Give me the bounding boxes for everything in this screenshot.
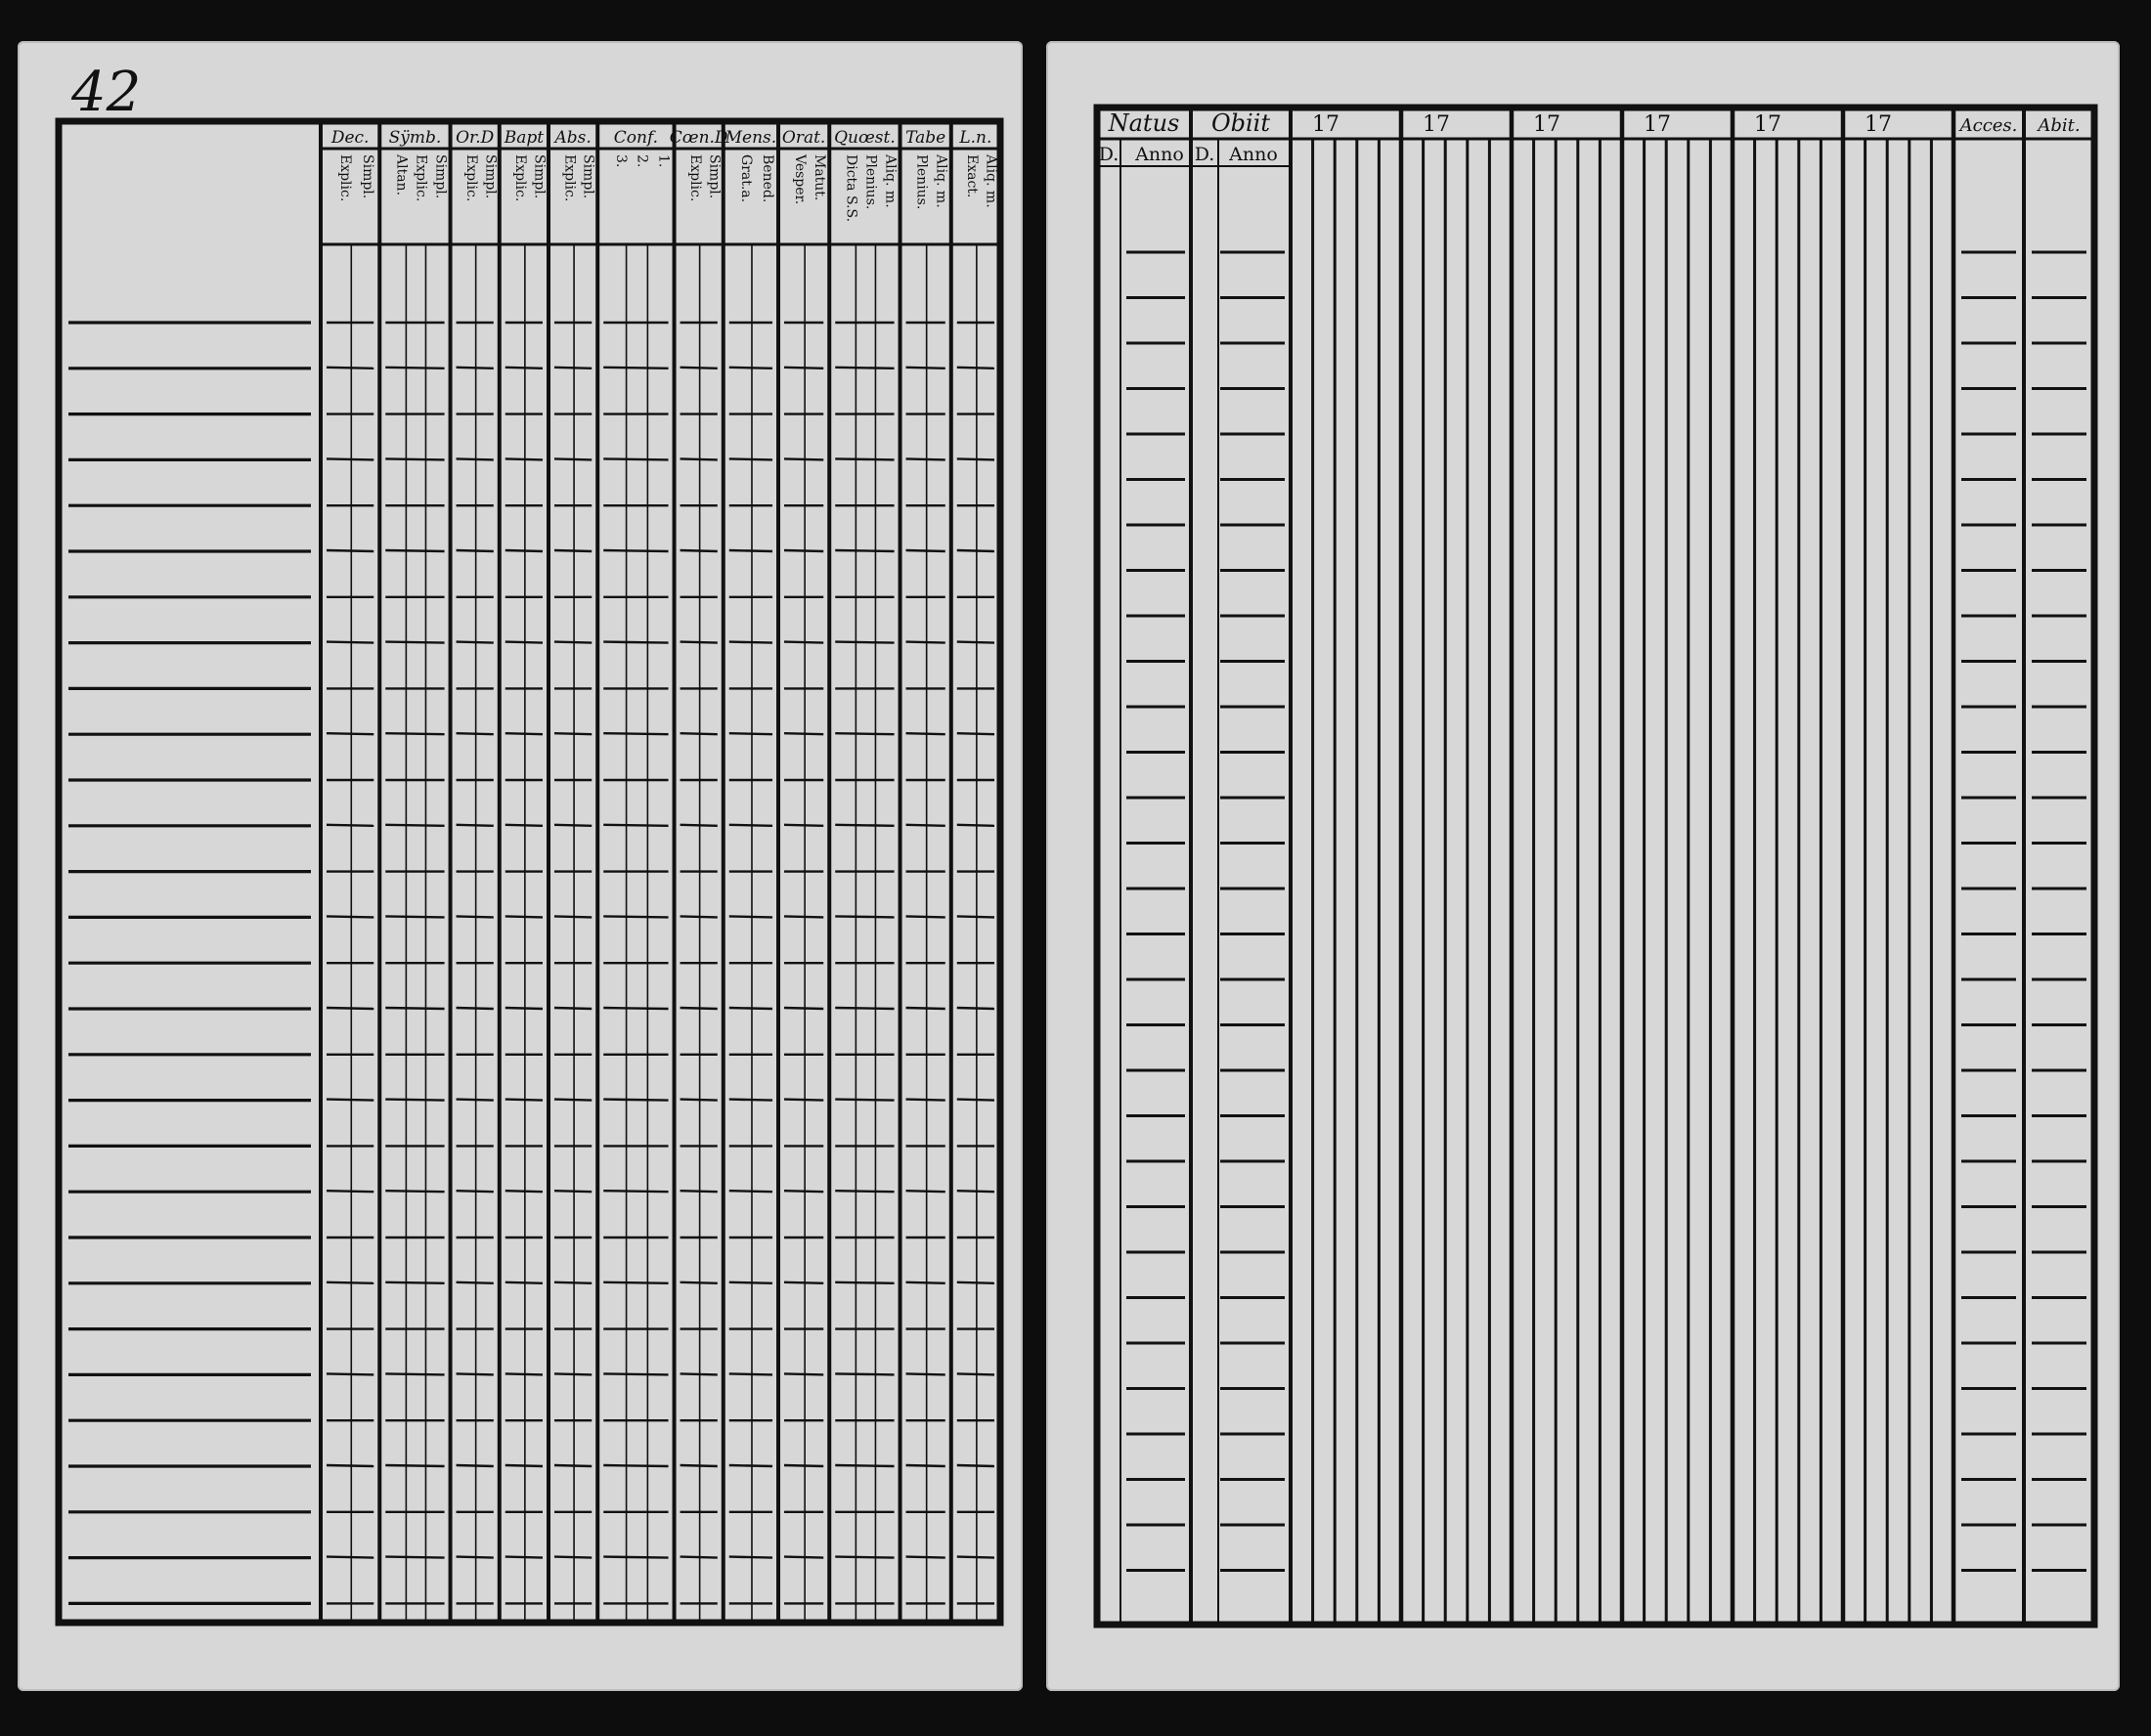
row-rule [385,368,444,369]
row-rule [505,368,543,369]
row-rule [680,1100,718,1101]
row-rule [603,825,668,826]
column-subheader: Plenius. [913,154,930,210]
year-header: 17 [1644,112,1671,137]
row-rule [457,458,494,459]
column-header: Cœn.D [669,128,728,148]
row-rule [327,1100,373,1101]
row-rule [784,1191,823,1192]
row-rule [327,825,373,826]
column-subheader: Explic. [462,154,479,202]
right-table-border [1097,108,2094,1625]
row-rule [327,916,373,917]
obiit-day: D. [1194,144,1215,165]
column-subheader: Explic. [561,154,578,202]
row-rule [457,368,494,369]
row-rule [603,368,668,369]
row-rule [554,458,592,459]
row-rule [327,642,373,643]
row-rule [327,1282,373,1283]
row-rule [385,1557,444,1558]
row-rule [603,1191,668,1192]
row-rule [554,1557,592,1558]
row-rule [680,458,718,459]
column-header: Bapt [504,128,545,148]
column-subheader: Simpl. [706,154,723,199]
row-rule [957,1373,994,1374]
row-rule [385,458,444,459]
row-rule [457,825,494,826]
row-rule [784,1100,823,1101]
row-rule [505,642,543,643]
column-subheader: Simpl. [360,154,376,199]
row-rule [505,733,543,734]
row-rule [457,1557,494,1558]
row-rule [385,916,444,917]
obiit-header: Obiit [1210,109,1271,137]
row-rule [906,1557,945,1558]
row-rule [729,1282,772,1283]
row-rule [554,733,592,734]
row-rule [835,1465,894,1466]
row-rule [784,733,823,734]
column-subheader: Explic. [413,154,429,202]
row-rule [729,550,772,551]
column-subheader: Aliq. m. [983,154,999,208]
row-rule [385,1100,444,1101]
row-rule [957,1282,994,1283]
column-header: L.n. [959,128,992,148]
row-rule [784,1557,823,1558]
row-rule [385,1008,444,1009]
row-rule [906,1465,945,1466]
row-rule [957,1100,994,1101]
row-rule [505,1282,543,1283]
row-rule [729,1008,772,1009]
row-rule [603,1373,668,1374]
row-rule [327,1191,373,1192]
row-rule [327,1557,373,1558]
row-rule [505,1373,543,1374]
column-subheader: Aliq. m. [933,154,949,208]
row-rule [957,733,994,734]
row-rule [385,1465,444,1466]
row-rule [327,733,373,734]
row-rule [729,916,772,917]
row-rule [835,825,894,826]
row-rule [505,458,543,459]
row-rule [957,916,994,917]
year-header: 17 [1312,112,1339,137]
row-rule [680,642,718,643]
row-rule [457,733,494,734]
row-rule [505,1557,543,1558]
row-rule [680,1557,718,1558]
column-subheader: Dicta S.S. [843,154,859,223]
row-rule [505,916,543,917]
row-rule [457,1373,494,1374]
row-rule [835,368,894,369]
row-rule [603,1282,668,1283]
row-rule [906,1100,945,1101]
column-subheader: 2. [634,154,650,168]
row-rule [957,1557,994,1558]
row-rule [729,1557,772,1558]
row-rule [505,550,543,551]
row-rule [680,368,718,369]
row-rule [327,1465,373,1466]
row-rule [906,1282,945,1283]
row-rule [906,550,945,551]
row-rule [554,1465,592,1466]
row-rule [680,550,718,551]
right-page [1046,41,2120,1691]
row-rule [554,550,592,551]
column-header: Conf. [613,128,659,148]
column-subheader: Altan. [393,154,410,196]
row-rule [784,1373,823,1374]
row-rule [835,1191,894,1192]
column-header: Dec. [330,128,370,148]
row-rule [327,1373,373,1374]
row-rule [680,1465,718,1466]
row-rule [784,825,823,826]
row-rule [505,1100,543,1101]
row-rule [554,1373,592,1374]
row-rule [457,550,494,551]
obiit-year: Anno [1229,144,1278,165]
year-header: 17 [1754,112,1781,137]
row-rule [906,458,945,459]
column-subheader: Vesper. [792,154,809,205]
column-header: Tabe [905,128,946,148]
column-subheader: Plenius. [862,154,879,210]
natus-header: Natus [1108,109,1180,137]
column-subheader: Simpl. [580,154,596,199]
row-rule [784,642,823,643]
acces-header: Acces. [1959,115,2018,136]
column-subheader: Explic. [336,154,353,202]
row-rule [680,916,718,917]
row-rule [835,550,894,551]
row-rule [906,916,945,917]
row-rule [385,1282,444,1283]
column-subheader: Explic. [686,154,703,202]
row-rule [784,550,823,551]
row-rule [957,1191,994,1192]
row-rule [906,825,945,826]
left-register-table [18,41,1023,1691]
row-rule [784,1282,823,1283]
row-rule [603,642,668,643]
row-rule [457,1008,494,1009]
column-subheader: Bened. [759,154,775,203]
row-rule [906,642,945,643]
row-rule [784,1465,823,1466]
row-rule [385,1191,444,1192]
column-subheader: Simpl. [482,154,499,199]
row-rule [603,733,668,734]
column-header: Abs. [554,128,592,148]
row-rule [906,1191,945,1192]
row-rule [554,368,592,369]
row-rule [554,642,592,643]
row-rule [457,916,494,917]
row-rule [957,550,994,551]
row-rule [680,733,718,734]
row-rule [385,825,444,826]
row-rule [835,916,894,917]
row-rule [554,1100,592,1101]
column-header: Sÿmb. [388,128,442,148]
row-rule [729,825,772,826]
column-subheader: Simpl. [432,154,449,199]
right-register-table [1046,41,2120,1691]
row-rule [957,368,994,369]
row-rule [603,550,668,551]
row-rule [835,642,894,643]
row-rule [784,1008,823,1009]
row-rule [729,733,772,734]
column-subheader: Matut. [812,154,828,201]
column-header: Orat. [781,128,826,148]
row-rule [554,1191,592,1192]
row-rule [729,458,772,459]
row-rule [385,642,444,643]
row-rule [729,1100,772,1101]
row-rule [554,916,592,917]
row-rule [505,825,543,826]
row-rule [327,458,373,459]
row-rule [603,458,668,459]
row-rule [957,458,994,459]
column-header: Mens. [724,128,777,148]
row-rule [835,1373,894,1374]
row-rule [835,1100,894,1101]
row-rule [835,733,894,734]
row-rule [457,1282,494,1283]
column-subheader: Simpl. [531,154,548,199]
row-rule [957,825,994,826]
row-rule [906,1008,945,1009]
row-rule [784,916,823,917]
row-rule [554,1282,592,1283]
column-subheader: Grat.a. [738,154,755,203]
row-rule [385,733,444,734]
row-rule [680,1373,718,1374]
abit-header: Abit. [2038,115,2081,136]
row-rule [327,550,373,551]
row-rule [505,1008,543,1009]
column-header: Quœst. [834,128,896,148]
row-rule [906,733,945,734]
row-rule [603,916,668,917]
row-rule [729,368,772,369]
row-rule [680,1282,718,1283]
row-rule [327,368,373,369]
row-rule [554,825,592,826]
row-rule [835,1282,894,1283]
row-rule [457,642,494,643]
column-subheader: 3. [612,154,629,168]
row-rule [603,1100,668,1101]
row-rule [729,1465,772,1466]
row-rule [784,458,823,459]
row-rule [957,1008,994,1009]
row-rule [603,1557,668,1558]
column-subheader: Explic. [512,154,529,202]
row-rule [385,550,444,551]
column-subheader: Exact. [964,154,981,198]
row-rule [603,1465,668,1466]
row-rule [906,1373,945,1374]
row-rule [327,1008,373,1009]
column-subheader: 1. [655,154,672,168]
row-rule [957,642,994,643]
natus-year: Anno [1135,144,1184,165]
year-header: 17 [1423,112,1450,137]
column-subheader: Aliq. m. [882,154,899,208]
row-rule [729,1191,772,1192]
column-header: Or.D [456,128,495,148]
row-rule [457,1100,494,1101]
row-rule [385,1373,444,1374]
row-rule [505,1191,543,1192]
row-rule [680,1191,718,1192]
row-rule [457,1191,494,1192]
row-rule [835,1557,894,1558]
row-rule [729,642,772,643]
row-rule [784,368,823,369]
left-page [18,41,1023,1691]
page-number: 42 [71,61,142,124]
row-rule [729,1373,772,1374]
year-header: 17 [1533,112,1560,137]
year-header: 17 [1865,112,1892,137]
row-rule [505,1465,543,1466]
row-rule [957,1465,994,1466]
row-rule [906,368,945,369]
row-rule [457,1465,494,1466]
row-rule [554,1008,592,1009]
row-rule [835,1008,894,1009]
row-rule [680,825,718,826]
row-rule [835,458,894,459]
row-rule [680,1008,718,1009]
natus-day: D. [1098,144,1119,165]
row-rule [603,1008,668,1009]
